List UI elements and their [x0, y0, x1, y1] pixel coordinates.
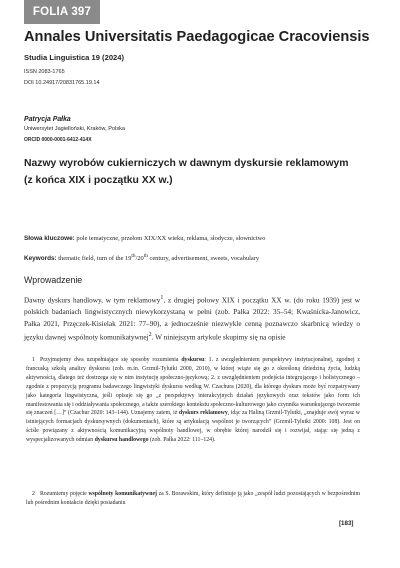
footnote-1 [26, 356, 360, 445]
keywords-pl [24, 235, 384, 243]
keywords-en [24, 252, 384, 263]
footnote-1-number: 1 [32, 357, 35, 363]
section-heading: Wprowadzenie [24, 275, 83, 285]
article-title-line-2: (z końca XIX i początku XX w.) [24, 174, 173, 186]
keywords-pl-text: pole tematyczne, przełom XIX/XX wieku, reklama, słodycze, słownictwo [76, 235, 266, 242]
page-number: [183] [339, 520, 354, 527]
issn: ISSN 2083-1765 [24, 69, 65, 75]
body-paragraph: Dawny dyskurs handlowy, w tym reklamowy$^1$, z drugiej połowy XIX i początku XX w. (do roku 1939) jest w polskich badaniach lingwistycznych niewykorzystaną w pełni (zob. Pałka 2022: 35–54; Kwaśnicka-Janowicz, Pałka 2021, Przęczek-Kisielak 2021: 77–90), a jednocześnie niezwykle cenną poznawczo skarbnicą wiedzy o języku dawnej wspólnoty komunikatywnej$^2$. W niniejszym artykule skupimy się na opisie [24, 295, 361, 342]
keywords-en-sup-1: th [131, 253, 136, 259]
author-name: Patrycja Pałka [24, 116, 71, 123]
keywords-en-text-3: century, advertisement, sweets, vocabulary [147, 255, 260, 263]
keywords-en-label: Keywords: [24, 255, 57, 263]
keywords-en-text-1: thematic field, turn of the 19 [58, 255, 132, 263]
author-affiliation: Uniwersytet Jagielloński, Kraków, Polska [24, 126, 126, 132]
keywords-en-text-2: /20 [135, 255, 144, 263]
footnote-2-text: Rozumiemy pojęcie wspólnoty komunikatywnej za S. Borawskim, który definiuje ją jako „zespół ludzi pozostających w bezpośrednim lub pośrednim kontakcie dzięki posiadaniu [26, 491, 360, 506]
article-title-line-1: Nazwy wyrobów cukierniczych w dawnym dyskursie reklamowym [24, 158, 349, 169]
article-title [24, 156, 364, 189]
footnote-1-text: Przyjmujemy dwa uzupełniające się sposoby rozumienia dyskursu: 1. z uwzględnieniem perspektywy instytucjonalnej, zgodnej z francuską szkołą analizy dyskursu (zob. m.in. Grzmil-Tylutki 2000, 2010), w której wiąże się go z określoną dziedziną życia, ludzką aktywnością, dlatego też dostrzega się w nim instytucję społeczno-językową; 2. z uwzględnieniem podejścia integrującego i holistycznego – zgodnie z propozycją programu badawczego lingwistyki dyskursu według W. Czachura (2020), dla którego dyskurs może być rozpatrywany jako kategoria lingwistyczna, jeśli opisuje się go „z perspektywy interakcyjnych działań językowych oraz tekstów jako form ich manifestowania się i oddziaływania społecznego, a także szerokiego kontekstu społeczno-kulturowego jako czynnika warunkującego tworzenie się znaczeń […]” (Czachur 2020: 143–144). Uznajemy zatem, iż dyskurs reklamowy, idąc za Haliną Grzmil-Tylutki, „znajduje swój wyraz w istniejących formacjach dyskursywnych (dokumentach), które są artykułacją wspólnot je tworzących” (Grzmil-Tylutki 2000: 108). Jest on ściśle powiązany z aktywnością komunikacyjną wspólnoty handlowej, w obrębie której narodził się i rozwijał, stając się jedną z wyspecjalizowanych odmian dyskursu handlowego (zob. Pałka 2022: 111–124). [26, 357, 360, 444]
journal-title: Annales Universitatis Paedagogicae Cracoviensis [24, 29, 370, 45]
footnote-2-number: 2 [32, 491, 35, 497]
series-title: Studia Linguistica 19 (2024) [24, 53, 125, 62]
footnote-2 [26, 490, 360, 508]
doi: DOI 10.24917/20831765.19.14 [24, 80, 100, 86]
folio-badge: FOLIA 397 [24, 0, 100, 24]
keywords-pl-label: Słowa kluczowe: [24, 235, 75, 242]
author-orcid: ORCID 0000-0001-6412-414X [24, 137, 92, 143]
keywords-en-sup-2: th [143, 253, 148, 259]
